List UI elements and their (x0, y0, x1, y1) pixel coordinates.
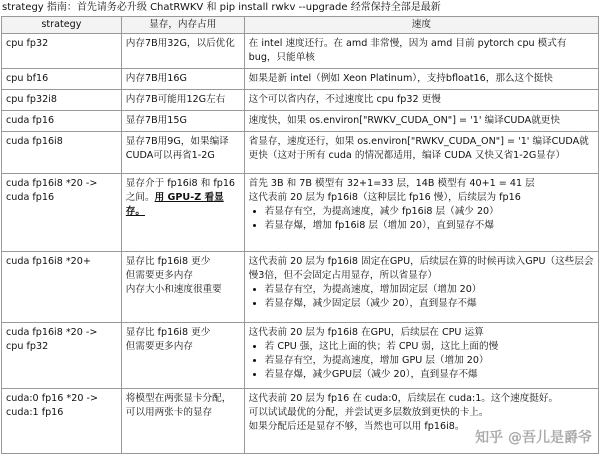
cell-memory (121, 252, 244, 323)
memory-text: 显存介于 fp16i8 和 fp16 之间。 (126, 178, 235, 203)
cell-memory (121, 174, 244, 252)
strategy-table (1, 16, 599, 454)
speed-text: 这代表前 20 层为 fp16 在 cuda:0，后续层在 cuda:1。这个速度挺好。 可以试试最优的分配，并尝试更多层数放到更快的卡上。 如果分配后还是显存不够，当然也可以用 fp16i8。 (249, 392, 594, 434)
cell-memory (121, 323, 244, 389)
bullet-item: • 若显存有空，为提高速度，增加 GPU 层（增加 20） (265, 354, 594, 368)
bullet-item: • 若显存爆，减少GPU层（减少 20），直到显存不爆 (265, 368, 594, 382)
table-row (2, 323, 599, 389)
col-memory: 显存，内存占用 (121, 17, 244, 34)
speed-text: 首先 3B 和 7B 模型有 32+1=33 层，14B 模型有 40+1 = 41 层 这代表前 20 层为 fp16i8（这种层比 fp16 慢），后续层为 fp16 (249, 177, 594, 205)
speed-bullets (249, 283, 594, 311)
cell-speed (244, 323, 598, 389)
col-strategy: strategy (2, 17, 122, 34)
cell-strategy: cuda fp16i8 *20 -> cuda fp16 (2, 174, 122, 252)
cell-speed (244, 34, 598, 69)
cell-memory (121, 69, 244, 90)
memory-text: 内存7B可能用12G左右 (126, 94, 225, 105)
memory-text: 显存比 fp16i8 更少 但需要更多内存 内存大小和速度很重要 (126, 256, 222, 295)
cell-strategy: cuda fp16i8 *20 -> cpu fp32 (2, 323, 122, 389)
cell-speed (244, 174, 598, 252)
col-speed: 速度 (244, 17, 598, 34)
cell-memory (121, 90, 244, 111)
cell-strategy: cuda fp16i8 *20+ (2, 252, 122, 323)
speed-text: 这代表前 20 层为 fp16i8 在GPU，后续层在 CPU 运算 (249, 326, 594, 340)
cell-strategy: cuda fp16i8 (2, 132, 122, 174)
cell-memory (121, 389, 244, 454)
memory-text: 内存7B用32G，以后优化 (126, 38, 235, 49)
speed-text: 这代表前 20 层为 fp16i8 固定在GPU，后续层在算的时候再读入GPU（这些层会慢3倍，但不会固定占用显存，所以省显存） (249, 255, 594, 283)
table-row (2, 34, 599, 69)
speed-bullets (249, 205, 594, 233)
memory-text: 显存7B用15G (126, 115, 187, 126)
speed-bullets (249, 340, 594, 382)
table-row (2, 132, 599, 174)
memory-note: 用 GPU-Z 看显存。 (126, 192, 224, 217)
table-row (2, 252, 599, 323)
cell-speed (244, 111, 598, 132)
speed-text: 如果是新 intel（例如 Xeon Platinum），支持bfloat16，那么这个挺快 (249, 72, 594, 86)
cell-strategy: cpu fp32 (2, 34, 122, 69)
bullet-item: • 若显存有空，为提高速度，增加固定层（增加 20） (265, 283, 594, 297)
cell-strategy: cuda:0 fp16 *20 -> cuda:1 fp16 (2, 389, 122, 454)
cell-speed (244, 69, 598, 90)
bullet-item: • 若显存有空，为提高速度，减少 fp16i8 层（减少 20） (265, 205, 594, 219)
table-row (2, 69, 599, 90)
cell-strategy: cpu bf16 (2, 69, 122, 90)
memory-text: 将模型在两张显卡分配，可以用两张卡的显存 (126, 393, 232, 418)
bullet-item: • 若显存爆，增加 fp16i8 层（增加 20），直到显存不爆 (265, 219, 594, 233)
table-header (2, 17, 599, 34)
speed-text: 这个可以省内存，不过速度比 cpu fp32 更慢 (249, 93, 594, 107)
cell-strategy: cuda fp16 (2, 111, 122, 132)
bullet-item: • 若显存爆，减少固定层（减少 20），直到显存不爆 (265, 297, 594, 311)
table-row (2, 90, 599, 111)
memory-text: 显存比 fp16i8 更少 但需要更多内存 (126, 327, 211, 352)
cell-speed (244, 90, 598, 111)
cell-memory (121, 34, 244, 69)
page-title: strategy 指南：首先请务必升级 ChatRWKV 和 pip install rwkv --upgrade 经常保持全部是最新 (0, 0, 600, 16)
cell-memory (121, 132, 244, 174)
memory-text: 内存7B用16G (126, 73, 187, 84)
memory-text: 显存7B用9G，如果编译CUDA可以再省1-2G (126, 136, 229, 161)
cell-speed (244, 252, 598, 323)
speed-text: 省显存，速度还行，如果 os.environ["RWKV_CUDA_ON"] = '1' 编译CUDA就更快（这对于所有 cuda 的情况都适用，编译 CUDA 又快又省1-2G显存） (249, 135, 594, 163)
watermark: 知乎 @吾儿是爵爷 (475, 427, 592, 447)
cell-memory (121, 111, 244, 132)
table-row (2, 111, 599, 132)
cell-speed (244, 132, 598, 174)
bullet-item: • 若 CPU 强，这比上面的快；若 CPU 弱，这比上面的慢 (265, 340, 594, 354)
cell-strategy: cpu fp32i8 (2, 90, 122, 111)
table-row (2, 174, 599, 252)
speed-text: 速度快，如果 os.environ["RWKV_CUDA_ON"] = '1' 编译CUDA就更快 (249, 114, 594, 128)
speed-text: 在 intel 速度还行。在 amd 非常慢，因为 amd 目前 pytorch cpu 模式有 bug，只能单核 (249, 37, 594, 65)
